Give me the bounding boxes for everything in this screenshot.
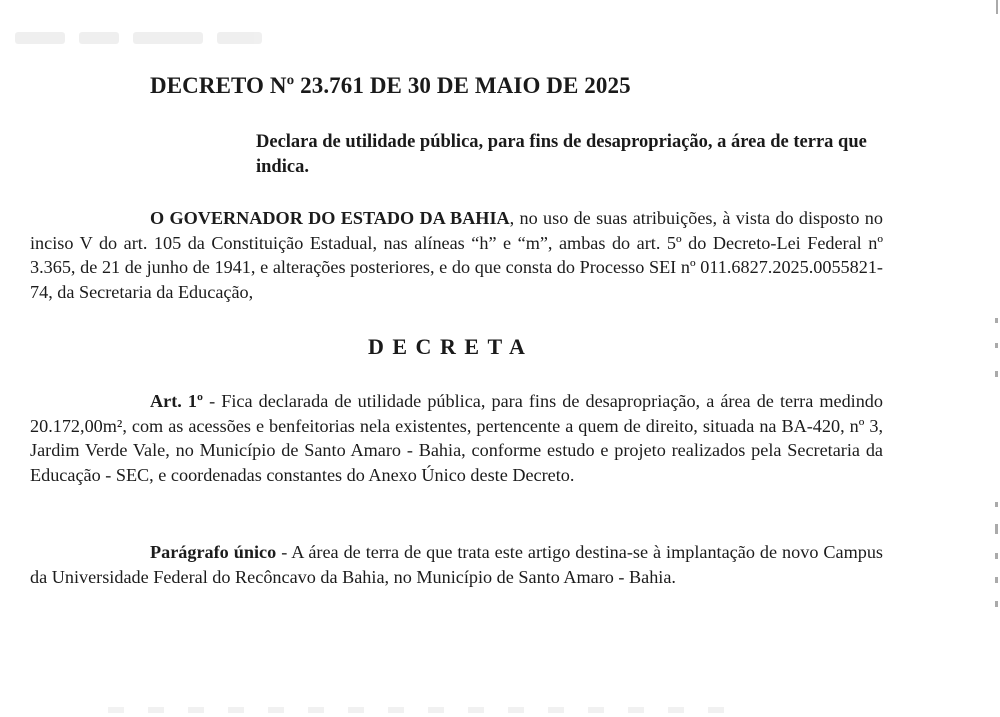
paragrafo-text: - A área de terra de que trata este artigo destina-se à implantação de novo Campus da Universidade Federal do Recôncavo da Bahia, no Município de Santo Amaro - Bahia. — [30, 542, 884, 587]
adjacent-page-fragment — [995, 553, 998, 559]
faded-footer-text — [108, 703, 888, 713]
preamble-paragraph — [30, 206, 883, 304]
adjacent-page-fragment — [995, 318, 998, 323]
adjacent-page-fragment — [995, 524, 998, 534]
adjacent-page-fragment — [995, 502, 998, 507]
decreta-heading: DECRETA — [368, 334, 534, 359]
decree-ementa: Declara de utilidade pública, para fins de desapropriação, a área de terra que indica. — [256, 132, 867, 177]
article-text: - Fica declarada de utilidade pública, para fins de desapropriação, a área de terra medindo 20.172,00m², com as acessões e benfeitorias nela existentes, pertencente a quem de direito, situada na BA-420, nº 3, Jardim Verde Vale, no Município de Santo Amaro - Bahia, conforme estudo e projeto realizados pela Secretaria da Educação - SEC, e coordenadas constantes do Anexo Único deste Decreto. — [30, 391, 883, 485]
article-1 — [30, 389, 883, 487]
decree-title: DECRETO Nº 23.761 DE 30 DE MAIO DE 2025 — [150, 73, 631, 98]
paragrafo-unico — [30, 540, 883, 589]
preamble-lead: O GOVERNADOR DO ESTADO DA BAHIA — [150, 208, 510, 228]
paragrafo-label: Parágrafo único — [150, 542, 277, 562]
article-label: Art. 1º — [150, 391, 203, 411]
faded-header-text — [15, 22, 295, 44]
adjacent-page-fragment — [995, 601, 998, 607]
adjacent-page-fragment — [995, 577, 998, 583]
adjacent-page-fragment — [995, 371, 998, 377]
adjacent-page-fragment — [995, 343, 998, 348]
preamble-text: , no uso de suas atribuições, à vista do disposto no inciso V do art. 105 da Constituição Estadual, nas alíneas “h” e “m”, ambas do art. 5º do Decreto-Lei Federal nº 3.365, de 21 de junho de 1941, e alterações posteriores, e do que consta do Processo SEI nº 011.6827.2025.0055821-74, da Secretaria da Educação, — [30, 208, 883, 302]
adjacent-page-edge — [996, 0, 998, 14]
